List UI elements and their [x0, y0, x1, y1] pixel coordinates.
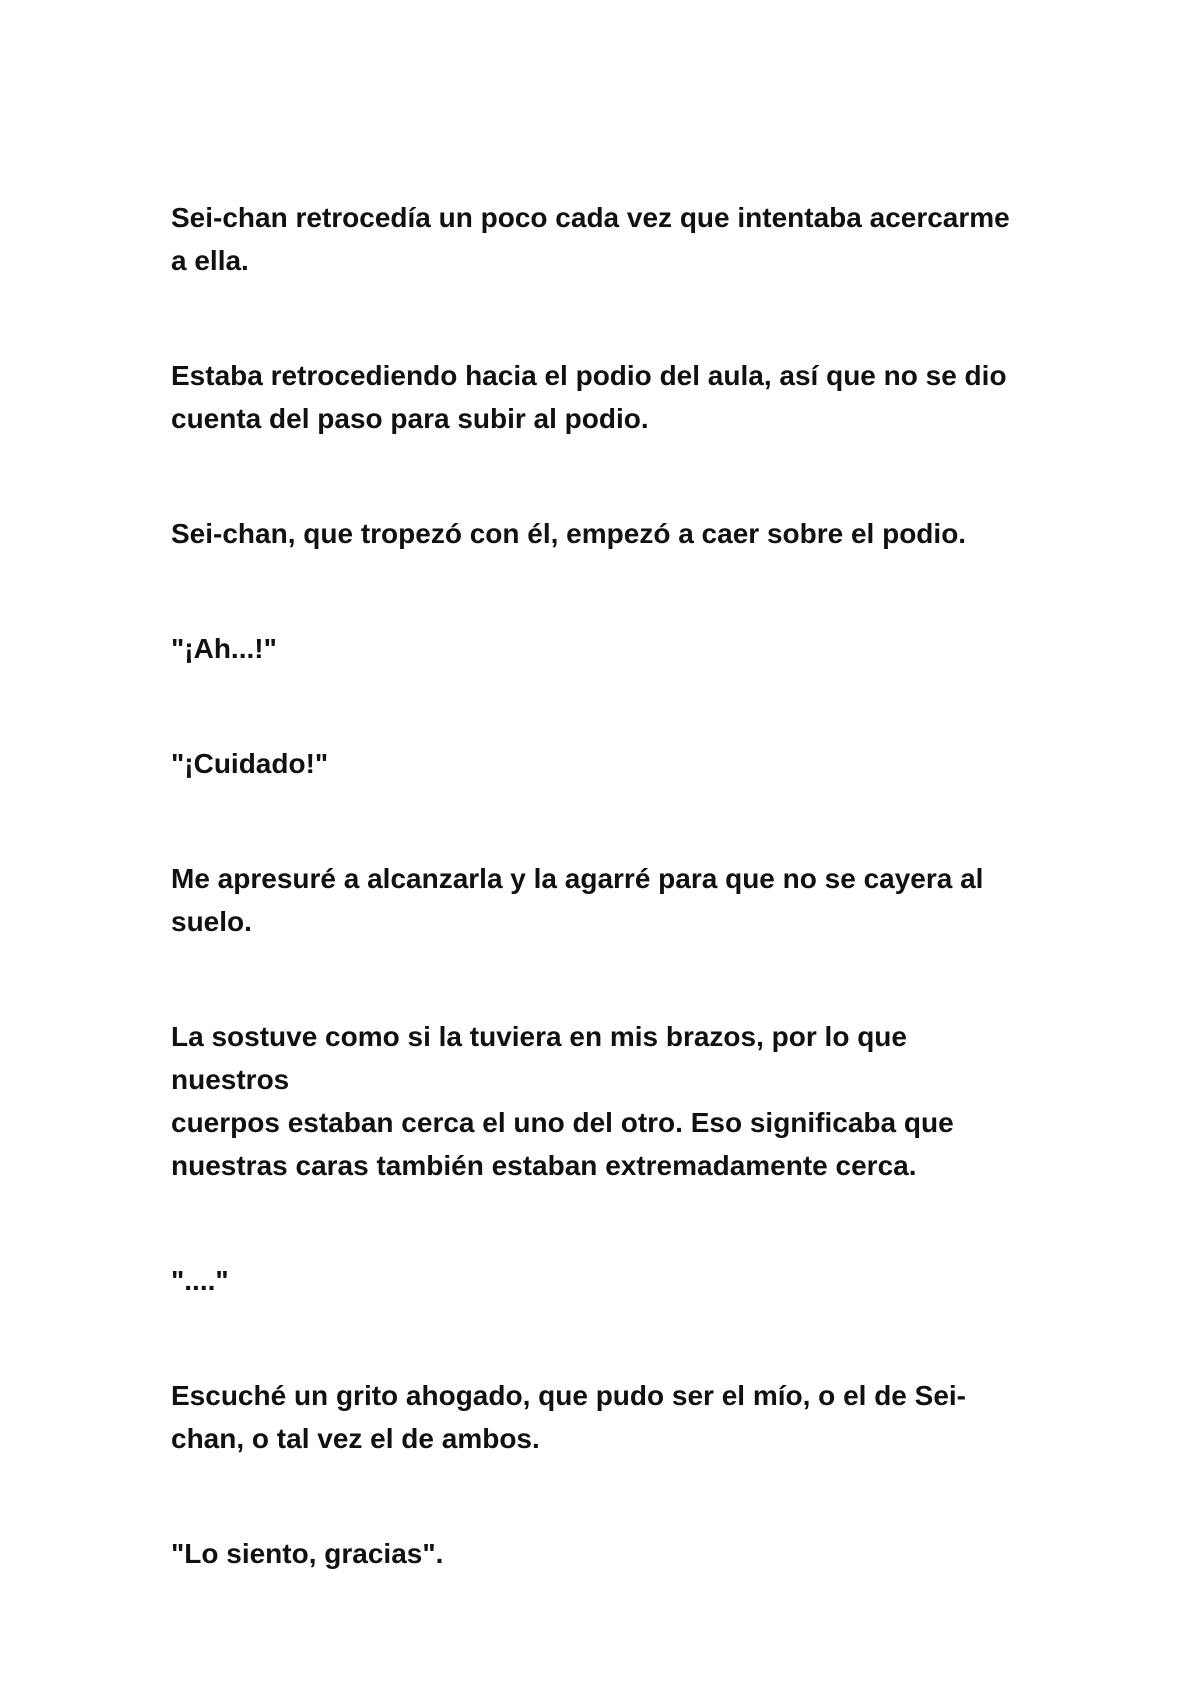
paragraph: Escuché un grito ahogado, que pudo ser el mío, o el de Sei- chan, o tal vez el de ambos.: [171, 1380, 967, 1454]
paragraph: Me apresuré a alcanzarla y la agarré para que no se cayera al suelo.: [171, 863, 984, 937]
paragraph: Sei-chan retrocedía un poco cada vez que intentaba acercarme a ella.: [171, 202, 1010, 276]
text-body: [171, 196, 1031, 1575]
dialogue-line: "¡Ah...!": [171, 633, 277, 664]
dialogue-line: "....": [171, 1265, 229, 1296]
dialogue-line: "Lo siento, gracias".: [171, 1538, 444, 1569]
dialogue-line: "¡Cuidado!": [171, 748, 329, 779]
paragraph: La sostuve como si la tuviera en mis brazos, por lo que nuestros cuerpos estaban cerca el uno del otro. Eso significaba que nuestras caras también estaban extremadamente cerca.: [171, 1021, 954, 1181]
paragraph: Estaba retrocediendo hacia el podio del aula, así que no se dio cuenta del paso para subir al podio.: [171, 360, 1007, 434]
paragraph: Sei-chan, que tropezó con él, empezó a caer sobre el podio.: [171, 518, 967, 549]
